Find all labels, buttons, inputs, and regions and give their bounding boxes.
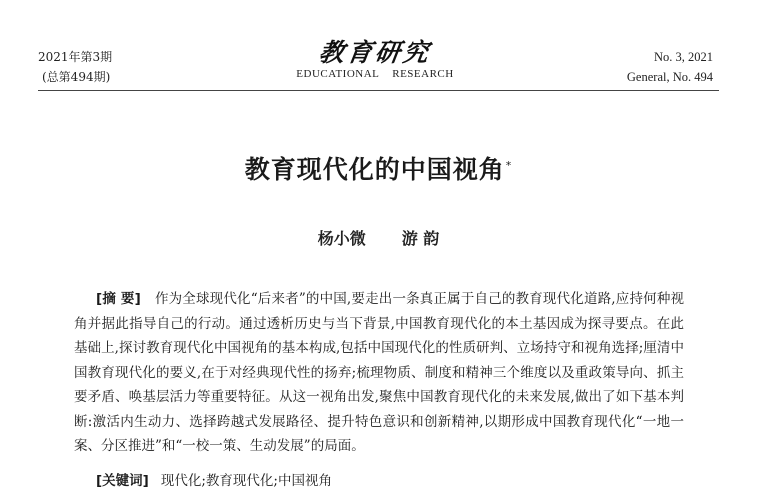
journal-logo-en: EDUCATIONAL RESEARCH xyxy=(296,68,454,80)
abstract-label: [摘 要] xyxy=(96,291,141,307)
author-2: 游 韵 xyxy=(401,229,440,248)
abstract-text: 作为全球现代化“后来者”的中国,要走出一条真正属于自己的教育现代化道路,应持何种视角并据此指导自己的行动。通过透析历史与当下背景,中国教育现代化的本土基因成为探寻要点。在此基础上,探讨教育现代化中国视角的基本构成,包括中国现代化的性质研判、立场持守和视角选择;厘清中国教育现代化的要义,在于对经典现代性的扬弃;梳理物质、制度和精神三个维度以及重政策导向、抓主要矛盾、唤基层活力等重要特征。从这一视角出发,聚焦中国教育现代化的未来发展,做出了如下基本判断:激活内生动力、选择跨越式发展路径、提升特色意识和创新精神,以期形成中国教育现代化“一地一案、分区推进”和“一校一策、生动发展”的局面。 xyxy=(74,291,684,454)
header-right xyxy=(627,47,713,87)
author-1: 杨小微 xyxy=(317,229,366,248)
authors xyxy=(0,226,757,249)
keywords-label-text: 关键词 xyxy=(102,473,143,489)
journal-logo xyxy=(295,38,455,81)
total-issue-cn: (总第494期) xyxy=(42,70,111,84)
article-title-text: 教育现代化的中国视角 xyxy=(244,155,505,184)
title-footnote-mark: * xyxy=(505,158,513,172)
issue-cn: 2021年第3期 xyxy=(38,50,113,64)
abstract-label-text: 摘 要 xyxy=(102,291,135,307)
header-left xyxy=(38,47,112,87)
journal-logo-cn: 教育研究 xyxy=(317,38,434,67)
keywords-text: 现代化;教育现代化;中国视角 xyxy=(160,473,332,489)
article-title xyxy=(0,150,757,186)
header-rule xyxy=(38,90,719,91)
abstract xyxy=(74,287,684,459)
general-issue-en: General, No. 494 xyxy=(626,70,713,84)
issue-en: No. 3, 2021 xyxy=(653,50,713,64)
keywords-label: [关键词] xyxy=(96,473,149,489)
keywords xyxy=(96,469,332,493)
